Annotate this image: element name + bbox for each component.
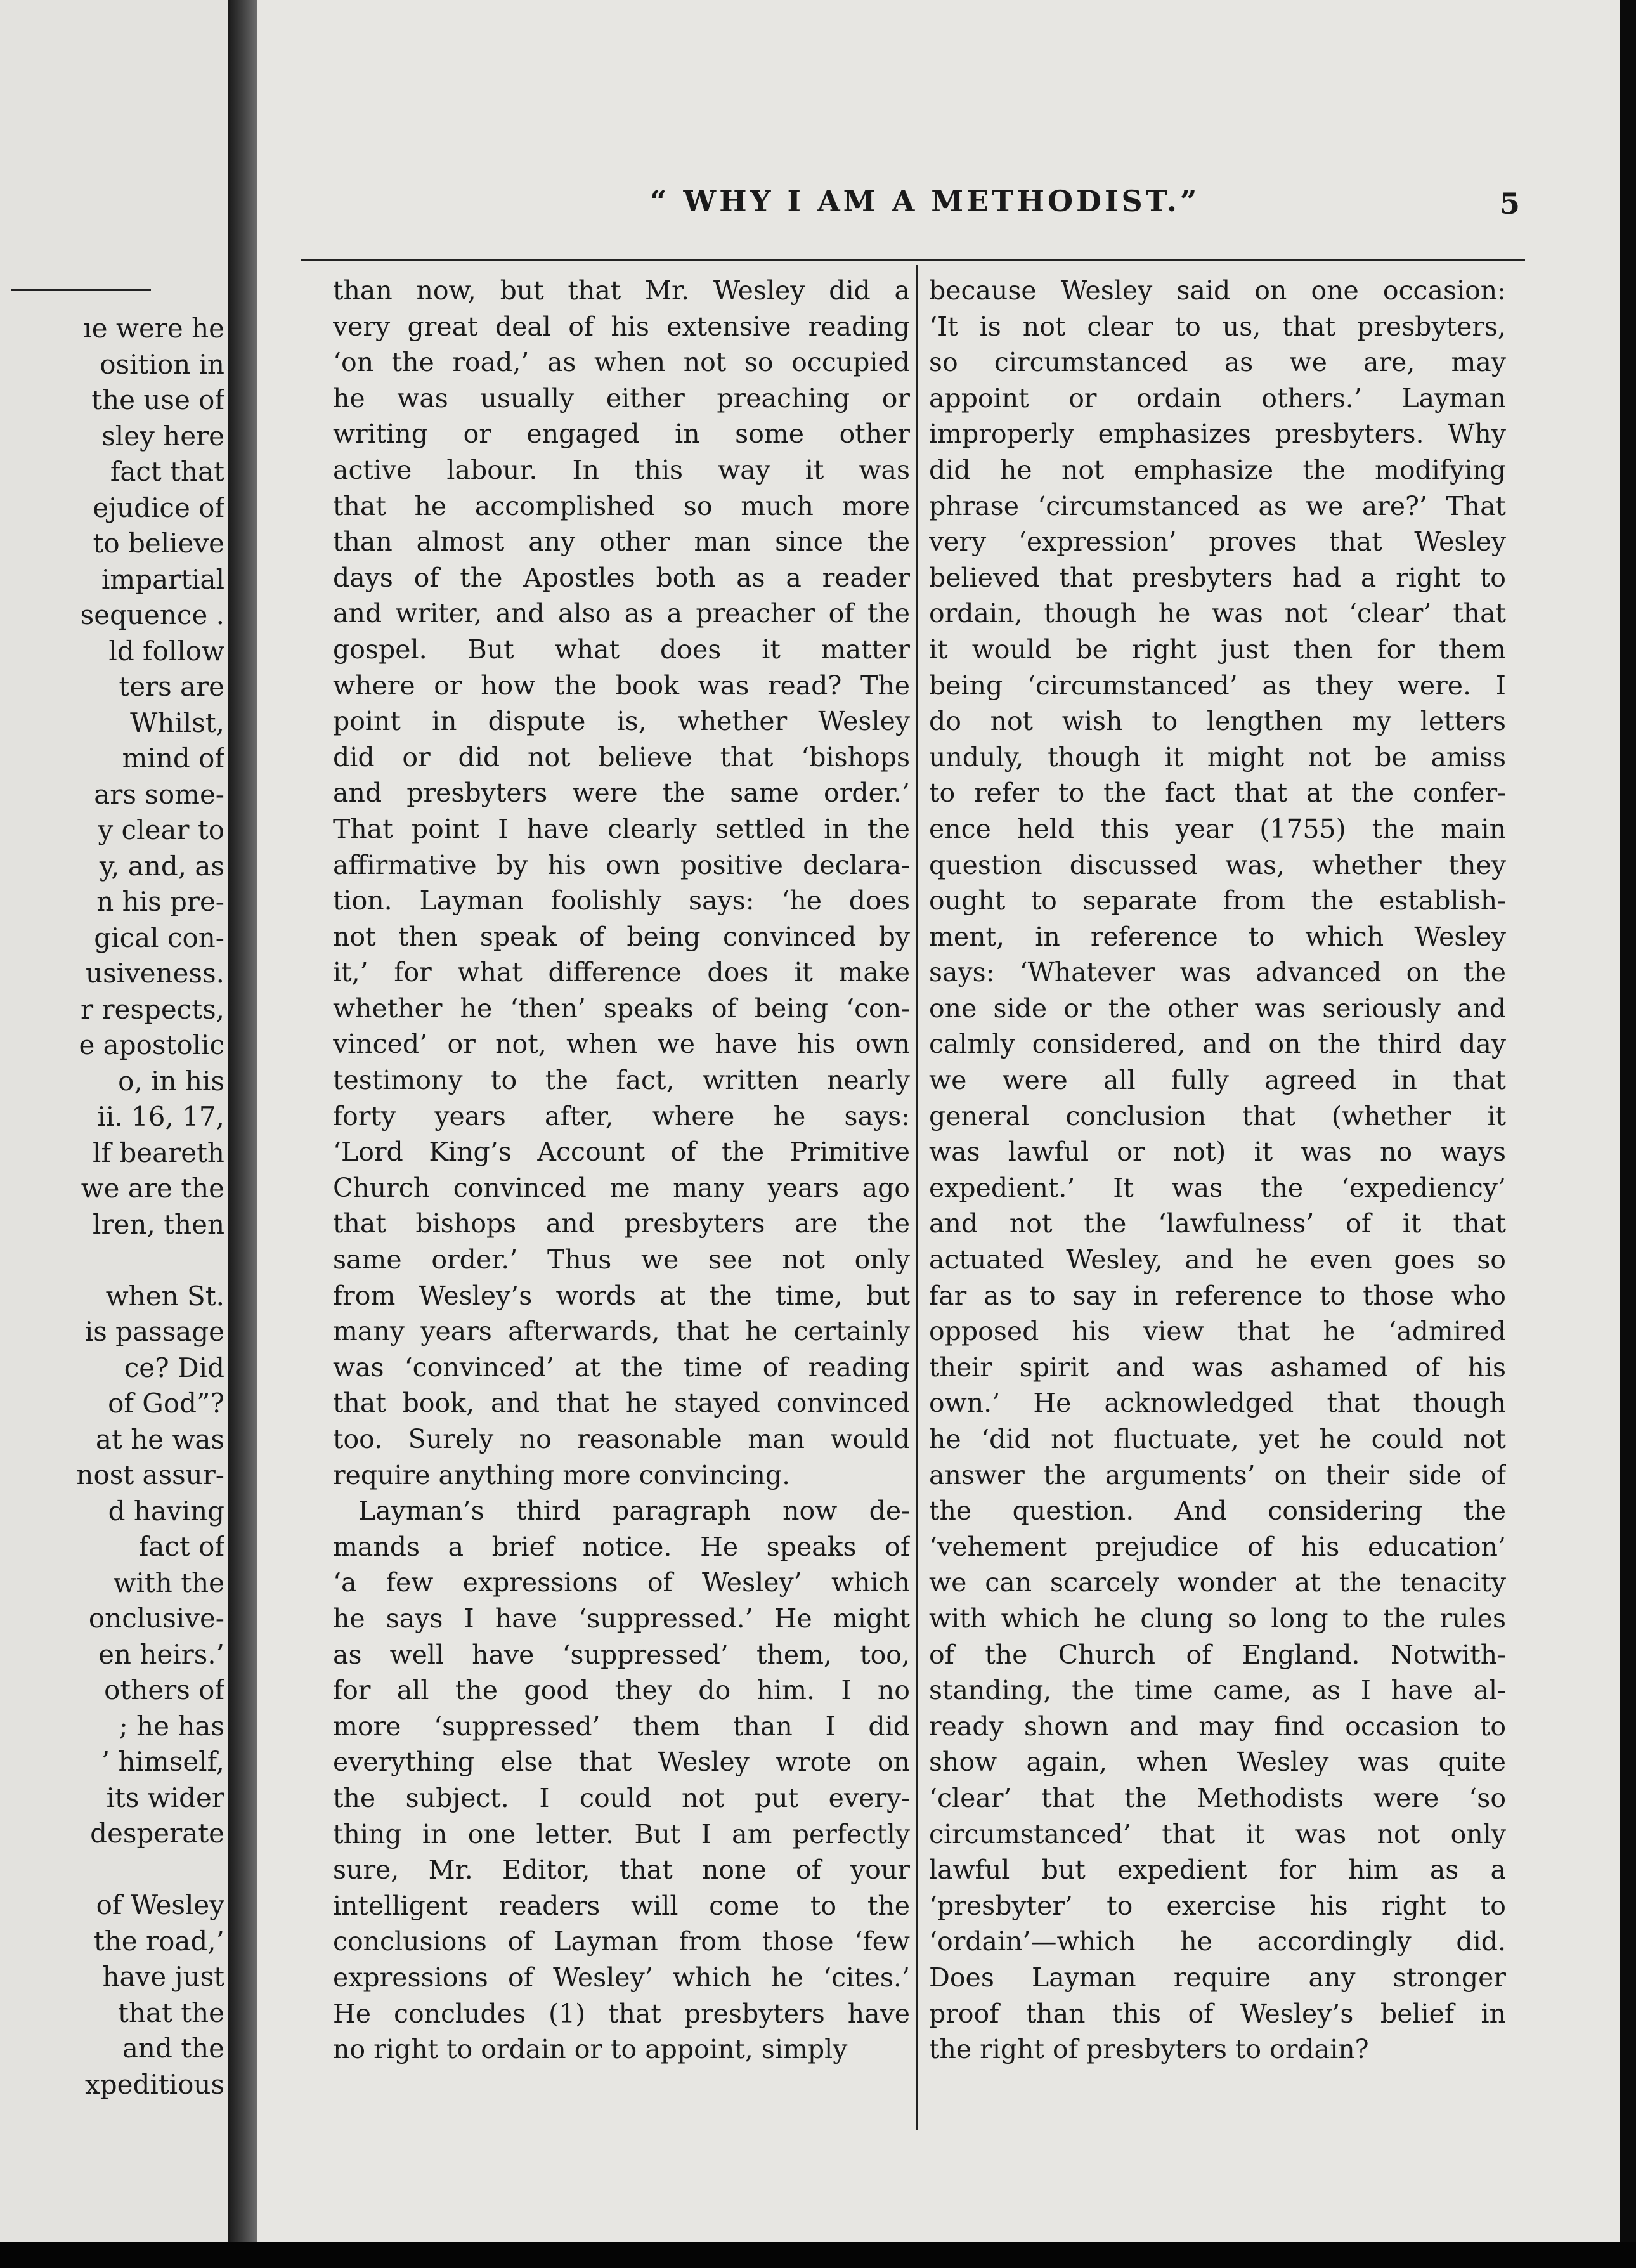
page-header bbox=[257, 184, 1620, 228]
previous-page-line: mind of bbox=[122, 743, 224, 774]
text-line: Layman’s third paragraph now de- bbox=[358, 1496, 910, 1527]
text-line: because Wesley said on one occasion: bbox=[929, 275, 1506, 306]
text-line: to refer to the fact that at the confer- bbox=[929, 778, 1506, 809]
previous-page-line: d having bbox=[108, 1495, 224, 1527]
text-line: unduly, though it might not be amiss bbox=[929, 741, 1506, 772]
previous-page-line: its wider bbox=[106, 1782, 224, 1813]
text-line: ence held this year (1755) the main bbox=[929, 813, 1506, 844]
text-line: he was usually either preaching or bbox=[333, 382, 910, 414]
previous-page-line: ii. 16, 17, bbox=[97, 1101, 224, 1132]
text-line: where or how the book was read? The bbox=[333, 670, 910, 701]
text-line: affirmative by his own positive declara- bbox=[333, 849, 910, 880]
text-line: phrase ‘circumstanced as we are?’ That bbox=[929, 490, 1506, 521]
previous-page-line: when St. bbox=[105, 1280, 224, 1312]
text-line: appoint or ordain others.’ Layman bbox=[929, 382, 1506, 414]
previous-page-line: sley here bbox=[101, 420, 224, 452]
previous-page-line: lren, then bbox=[93, 1208, 224, 1240]
text-line: ment, in reference to which Wesley bbox=[929, 921, 1506, 952]
text-column-left bbox=[333, 273, 910, 2068]
previous-page-line: usiveness. bbox=[86, 958, 224, 989]
text-line: circumstanced’ that it was not only bbox=[929, 1818, 1506, 1849]
text-line: improperly emphasizes presbyters. Why bbox=[929, 419, 1506, 450]
text-line: show again, when Wesley was quite bbox=[929, 1747, 1506, 1778]
previous-page-line: y, and, as bbox=[99, 850, 224, 882]
text-line: own.’ He acknowledged that though bbox=[929, 1388, 1506, 1419]
text-line: require anything more convincing. bbox=[333, 1459, 791, 1490]
previous-page-text-fragments bbox=[0, 311, 224, 2102]
previous-page-line: sequence . bbox=[80, 599, 224, 630]
text-line: the subject. I could not put every- bbox=[333, 1782, 910, 1813]
previous-page bbox=[0, 0, 228, 2242]
text-line: ought to separate from the establish- bbox=[929, 885, 1506, 916]
previous-page-line: is passage bbox=[84, 1316, 224, 1347]
previous-page-line: xpeditious bbox=[85, 2068, 224, 2100]
text-line: and writer, and also as a preacher of the bbox=[333, 598, 910, 629]
previous-page-line: the road,’ bbox=[93, 1925, 224, 1957]
previous-page-line: r respects, bbox=[81, 993, 224, 1025]
text-column-right bbox=[929, 273, 1506, 2068]
text-line: with which he clung so long to the rules bbox=[929, 1603, 1506, 1634]
text-line: the right of presbyters to ordain? bbox=[929, 2034, 1369, 2065]
text-line: as well have ‘suppressed’ them, too, bbox=[333, 1639, 910, 1670]
previous-page-line bbox=[0, 1242, 224, 1279]
text-line: He concludes (1) that presbyters have bbox=[333, 1998, 910, 2029]
header-rule bbox=[301, 259, 1525, 261]
previous-page-line: ejudice of bbox=[93, 492, 224, 523]
text-line: says: ‘Whatever was advanced on the bbox=[929, 957, 1506, 988]
text-line: one side or the other was seriously and bbox=[929, 993, 1506, 1024]
text-line: proof than this of Wesley’s belief in bbox=[929, 1998, 1506, 2029]
previous-page-rule bbox=[11, 289, 151, 291]
previous-page-line: that the bbox=[118, 1997, 224, 2028]
text-line: that he accomplished so much more bbox=[333, 490, 910, 521]
current-page bbox=[257, 0, 1620, 2242]
text-line: we can scarcely wonder at the tenacity bbox=[929, 1567, 1506, 1598]
previous-page-line: have just bbox=[102, 1961, 224, 1992]
previous-page-line: ; he has bbox=[119, 1710, 224, 1742]
previous-page-line bbox=[0, 1852, 224, 1888]
text-line: for all the good they do him. I no bbox=[333, 1675, 910, 1706]
text-line: do not wish to lengthen my letters bbox=[929, 706, 1506, 737]
text-line: and presbyters were the same order.’ bbox=[333, 778, 910, 809]
text-line: ‘presbyter’ to exercise his right to bbox=[929, 1890, 1506, 1921]
text-line: days of the Apostles both as a reader bbox=[333, 562, 910, 593]
scan-bottom-edge bbox=[0, 2242, 1636, 2268]
text-line: the question. And considering the bbox=[929, 1496, 1506, 1527]
text-line: many years afterwards, that he certainly bbox=[333, 1316, 910, 1347]
text-line: very great deal of his extensive reading bbox=[333, 311, 910, 342]
text-line: too. Surely no reasonable man would bbox=[333, 1424, 910, 1454]
text-line: standing, the time came, as I have al- bbox=[929, 1675, 1506, 1706]
text-line: answer the arguments’ on their side of bbox=[929, 1459, 1506, 1490]
text-line: than almost any other man since the bbox=[333, 526, 910, 557]
previous-page-line: o, in his bbox=[118, 1065, 224, 1097]
text-line: opposed his view that he ‘admired bbox=[929, 1316, 1506, 1347]
previous-page-line: ars some- bbox=[94, 778, 224, 810]
previous-page-line: and the bbox=[122, 2033, 224, 2064]
text-line: being ‘circumstanced’ as they were. I bbox=[929, 670, 1506, 701]
previous-page-line: ld follow bbox=[108, 635, 224, 667]
text-line: thing in one letter. But I am perfectly bbox=[333, 1818, 910, 1849]
text-line: ‘on the road,’ as when not so occupied bbox=[333, 347, 910, 378]
text-line: did or did not believe that ‘bishops bbox=[333, 741, 910, 772]
text-line: very ‘expression’ proves that Wesley bbox=[929, 526, 1506, 557]
previous-page-line: with the bbox=[113, 1567, 224, 1598]
text-line: we were all fully agreed in that bbox=[929, 1065, 1506, 1096]
previous-page-line: fact of bbox=[138, 1531, 224, 1562]
text-line: it,’ for what difference does it make bbox=[333, 957, 910, 988]
previous-page-line: of God”? bbox=[108, 1388, 224, 1419]
previous-page-line: lf beareth bbox=[93, 1137, 224, 1168]
text-line: from Wesley’s words at the time, but bbox=[333, 1280, 910, 1311]
text-line: more ‘suppressed’ them than I did bbox=[333, 1711, 910, 1742]
text-line: he ‘did not fluctuate, yet he could not bbox=[929, 1424, 1506, 1454]
previous-page-line: at he was bbox=[95, 1423, 224, 1455]
previous-page-line: we are the bbox=[81, 1173, 224, 1204]
text-line: tion. Layman foolishly says: ‘he does bbox=[333, 885, 910, 916]
text-line: calmly considered, and on the third day bbox=[929, 1029, 1506, 1060]
previous-page-line: ’ himself, bbox=[101, 1746, 224, 1777]
text-line: ‘Lord King’s Account of the Primitive bbox=[333, 1137, 910, 1168]
previous-page-line: y clear to bbox=[98, 814, 224, 845]
book-gutter bbox=[228, 0, 257, 2268]
text-line: ‘a few expressions of Wesley’ which bbox=[333, 1567, 910, 1598]
previous-page-line: ce? Did bbox=[124, 1352, 224, 1383]
text-line: forty years after, where he says: bbox=[333, 1100, 910, 1131]
text-line: intelligent readers will come to the bbox=[333, 1890, 910, 1921]
previous-page-line: the use of bbox=[91, 384, 224, 415]
previous-page-line: desperate bbox=[90, 1818, 224, 1849]
previous-page-line: of Wesley bbox=[96, 1889, 224, 1920]
text-line: it would be right just then for them bbox=[929, 634, 1506, 665]
text-line: expedient.’ It was the ‘expediency’ bbox=[929, 1172, 1506, 1203]
text-line: mands a brief notice. He speaks of bbox=[333, 1531, 910, 1562]
text-line: expressions of Wesley’ which he ‘cites.’ bbox=[333, 1962, 910, 1993]
text-line: lawful but expedient for him as a bbox=[929, 1854, 1506, 1886]
column-divider bbox=[916, 265, 918, 2130]
text-line: so circumstanced as we are, may bbox=[929, 347, 1506, 378]
text-line: writing or engaged in some other bbox=[333, 419, 910, 450]
text-line: active labour. In this way it was bbox=[333, 454, 910, 485]
previous-page-line: nost assur- bbox=[76, 1459, 224, 1490]
text-line: ‘ordain’—which he accordingly did. bbox=[929, 1926, 1506, 1957]
text-line: Church convinced me many years ago bbox=[333, 1172, 910, 1203]
text-line: Does Layman require any stronger bbox=[929, 1962, 1506, 1993]
text-line: ready shown and may find occasion to bbox=[929, 1711, 1506, 1742]
previous-page-line: osition in bbox=[100, 348, 224, 380]
text-line: same order.’ Thus we see not only bbox=[333, 1244, 910, 1275]
text-line: That point I have clearly settled in the bbox=[333, 813, 910, 844]
previous-page-line: gical con- bbox=[94, 922, 224, 953]
page-number: 5 bbox=[1500, 186, 1521, 221]
text-line: believed that presbyters had a right to bbox=[929, 562, 1506, 593]
text-line: far as to say in reference to those who bbox=[929, 1280, 1506, 1311]
text-line: actuated Wesley, and he even goes so bbox=[929, 1244, 1506, 1275]
text-line: was ‘convinced’ at the time of reading bbox=[333, 1352, 910, 1383]
previous-page-line: e apostolic bbox=[79, 1029, 224, 1060]
text-line: ‘It is not clear to us, that presbyters, bbox=[929, 311, 1506, 342]
text-line: ordain, though he was not ‘clear’ that bbox=[929, 598, 1506, 629]
text-line: than now, but that Mr. Wesley did a bbox=[333, 275, 910, 306]
text-line: their spirit and was ashamed of his bbox=[929, 1352, 1506, 1383]
previous-page-line: en heirs.’ bbox=[98, 1638, 224, 1670]
text-line: no right to ordain or to appoint, simply bbox=[333, 2034, 848, 2065]
text-line: of the Church of England. Notwith- bbox=[929, 1639, 1506, 1670]
previous-page-line: onclusive- bbox=[88, 1603, 224, 1634]
text-line: question discussed was, whether they bbox=[929, 849, 1506, 880]
text-line: ‘clear’ that the Methodists were ‘so bbox=[929, 1782, 1506, 1813]
text-line: sure, Mr. Editor, that none of your bbox=[333, 1854, 910, 1886]
text-line: general conclusion that (whether it bbox=[929, 1100, 1506, 1131]
previous-page-line: n his pre- bbox=[96, 886, 224, 917]
text-line: whether he ‘then’ speaks of being ‘con- bbox=[333, 993, 910, 1024]
text-line: testimony to the fact, written nearly bbox=[333, 1065, 910, 1096]
text-line: gospel. But what does it matter bbox=[333, 634, 910, 665]
previous-page-line: ıe were he bbox=[83, 313, 224, 344]
previous-page-line: Whilst, bbox=[130, 707, 224, 738]
text-line: and not the ‘lawfulness’ of it that bbox=[929, 1208, 1506, 1239]
text-line: that bishops and presbyters are the bbox=[333, 1208, 910, 1239]
text-line: vinced’ or not, when we have his own bbox=[333, 1029, 910, 1060]
previous-page-line: ters are bbox=[119, 671, 224, 702]
text-line: that book, and that he stayed convinced bbox=[333, 1388, 910, 1419]
text-line: did he not emphasize the modifying bbox=[929, 454, 1506, 485]
previous-page-line: to believe bbox=[93, 528, 224, 559]
text-line: point in dispute is, whether Wesley bbox=[333, 706, 910, 737]
text-line: ‘vehement prejudice of his education’ bbox=[929, 1531, 1506, 1562]
previous-page-line: impartial bbox=[101, 563, 224, 595]
text-line: was lawful or not) it was no ways bbox=[929, 1137, 1506, 1168]
text-line: conclusions of Layman from those ‘few bbox=[333, 1926, 910, 1957]
running-title: “ WHY I AM A METHODIST.” bbox=[650, 184, 1200, 218]
previous-page-line: others of bbox=[104, 1674, 224, 1705]
text-line: everything else that Wesley wrote on bbox=[333, 1747, 910, 1778]
text-line: not then speak of being convinced by bbox=[333, 921, 910, 952]
previous-page-line: fact that bbox=[110, 456, 224, 487]
text-line: he says I have ‘suppressed.’ He might bbox=[333, 1603, 910, 1634]
